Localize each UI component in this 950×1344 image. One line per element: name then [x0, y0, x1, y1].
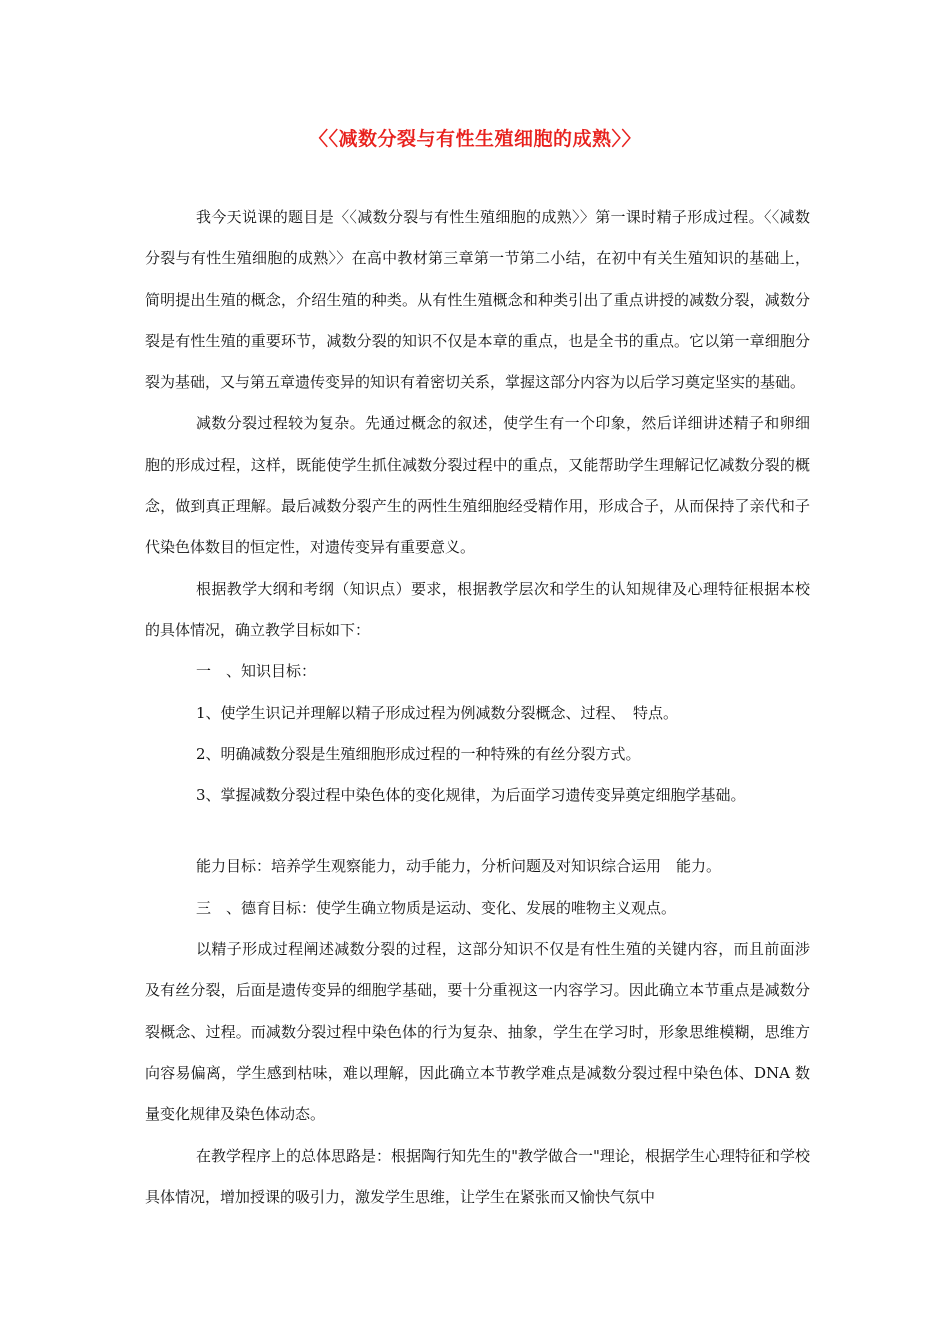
- paragraph-teaching-approach: 在教学程序上的总体思路是：根据陶行知先生的"教学做合一"理论，根据学生心理特征和学校具体情况，增加授课的吸引力，激发学生思维，让学生在紧张而又愉快气氛中: [145, 1146, 810, 1206]
- list-item-moral-goal: 三 、德育目标：使学生确立物质是运动、变化、发展的唯物主义观点。: [196, 898, 677, 917]
- paragraph-goals-intro: 根据教学大纲和考纲（知识点）要求，根据教学层次和学生的认知规律及心理特征根据本校的具体情况，确立教学目标如下：: [145, 579, 810, 639]
- paragraph-key-points: 以精子形成过程阐述减数分裂的过程，这部分知识不仅是有性生殖的关键内容，而且前面涉及有丝分裂，后面是遗传变异的细胞学基础，要十分重视这一内容学习。因此确立本节重点是减数分裂概念、过程。而减数分裂过程中染色体的行为复杂、抽象，学生在学习时，形象思维模糊，思维方向容易偏离，学生感到枯味，难以理解，因此确立本节教学难点是减数分裂过程中染色体、DNA 数量变化规律及染色体动态。: [145, 940, 810, 1124]
- document-title: 〈〈减数分裂与有性生殖细胞的成熟〉〉: [308, 128, 641, 150]
- list-item-goal-3: 3、掌握减数分裂过程中染色体的变化规律，为后面学习遗传变异奠定细胞学基础。: [196, 786, 746, 805]
- document-body: [145, 197, 810, 1218]
- list-item-ability-goal: 能力目标：培养学生观察能力，动手能力，分析问题及对知识综合运用 能力。: [196, 857, 722, 876]
- spacer: [145, 816, 810, 846]
- list-item-knowledge-goal: 一 、知识目标：: [196, 662, 317, 681]
- paragraph-process: 减数分裂过程较为复杂。先通过概念的叙述，使学生有一个印象，然后详细讲述精子和卵细胞的形成过程，这样，既能使学生抓住减数分裂过程中的重点，又能帮助学生理解记忆减数分裂的概念，做到真正理解。最后减数分裂产生的两性生殖细胞经受精作用，形成合子，从而保持了亲代和子代染色体数目的恒定性，对遗传变异有重要意义。: [145, 414, 810, 557]
- list-item-goal-2: 2、明确减数分裂是生殖细胞形成过程的一种特殊的有丝分裂方式。: [196, 744, 641, 763]
- paragraph-intro: 我今天说课的题目是〈〈减数分裂与有性生殖细胞的成熟〉〉第一课时精子形成过程。〈〈减数分裂与有性生殖细胞的成熟〉〉在高中教材第三章第一节第二小结，在初中有关生殖知识的基础上，简明提出生殖的概念，介绍生殖的种类。从有性生殖概念和种类引出了重点讲授的减数分裂，减数分裂是有性生殖的重要环节，减数分裂的知识不仅是本章的重点，也是全书的重点。它以第一章细胞分裂为基础，又与第五章遗传变异的知识有着密切关系，掌握这部分内容为以后学习奠定坚实的基础。: [145, 208, 810, 392]
- list-item-goal-1: 1、使学生识记并理解以精子形成过程为例减数分裂概念、过程、 特点。: [196, 703, 679, 722]
